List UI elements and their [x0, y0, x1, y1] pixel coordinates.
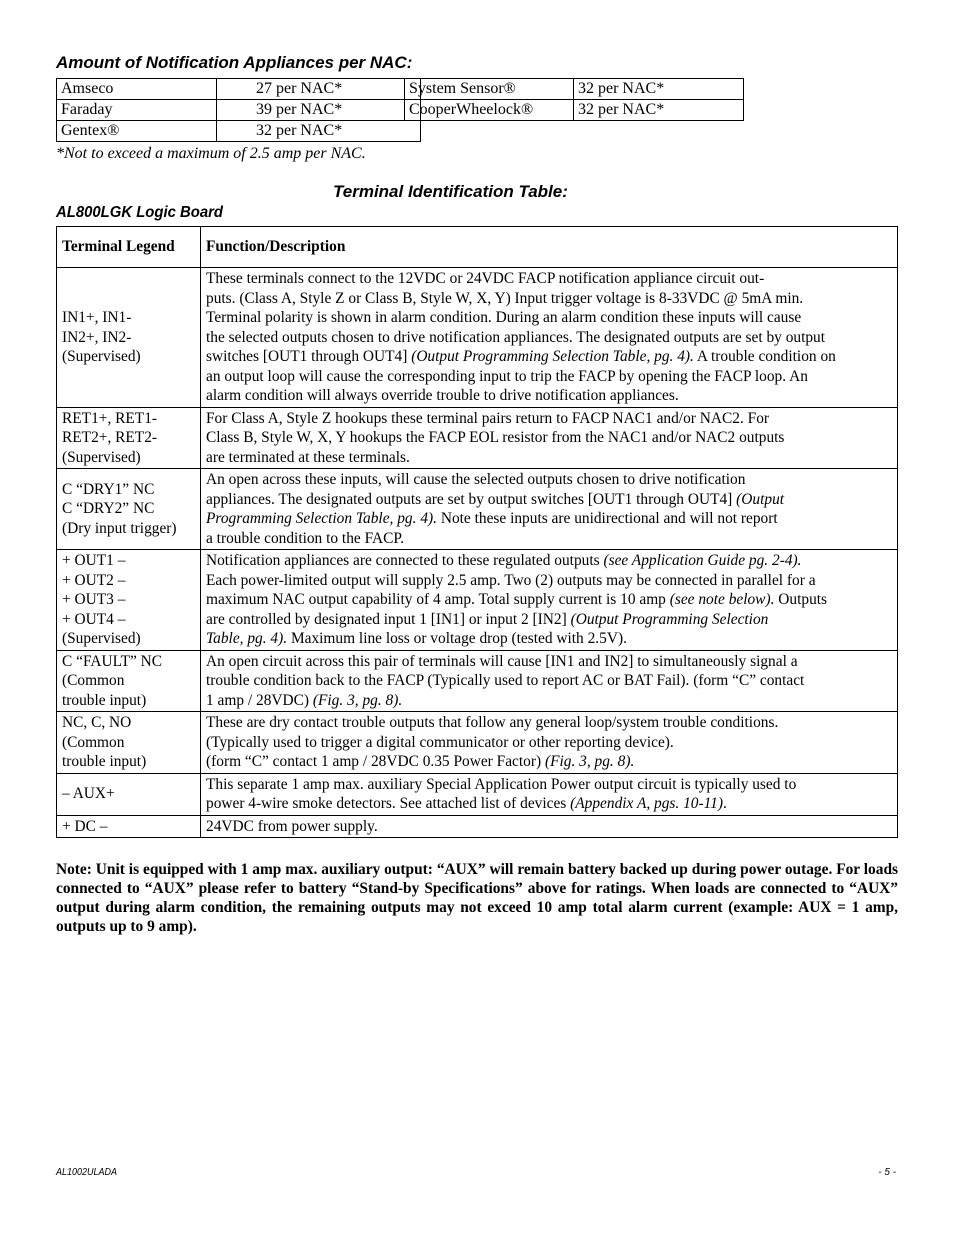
nac-table-left	[56, 78, 421, 142]
terminal-identification-table	[56, 226, 898, 838]
table-row	[57, 650, 898, 712]
per-nac-cell: 32 per NAC*	[217, 121, 421, 142]
document-id: AL1002ULADA	[56, 1167, 118, 1178]
nac-table-right	[404, 78, 744, 121]
terminal-legend-cell: C “FAULT” NC (Common trouble input)	[57, 650, 201, 712]
manufacturer-cell: Faraday	[57, 100, 217, 121]
page-number: - 5 -	[878, 1167, 896, 1178]
table-row	[57, 79, 421, 100]
table-row	[57, 550, 898, 651]
table-row	[57, 469, 898, 550]
function-description-cell: An open circuit across this pair of terminals will cause [IN1 and IN2] to simultaneously signal a trouble condition back to the FACP (Typically used to report AC or BAT Fail). (form “C” contact 1 amp / 28VDC) (Fig. 3, pg. 8).	[201, 650, 898, 712]
per-nac-cell: 27 per NAC*	[217, 79, 421, 100]
manufacturer-cell: System Sensor®	[405, 79, 574, 100]
function-description-cell: This separate 1 amp max. auxiliary Special Application Power output circuit is typically used to power 4-wire smoke detectors. See attached list of devices (Appendix A, pgs. 10-11).	[201, 773, 898, 815]
per-nac-cell: 32 per NAC*	[574, 79, 744, 100]
nac-section-title: Amount of Notification Appliances per NAC:	[56, 53, 413, 72]
table-row	[405, 100, 744, 121]
terminal-legend-cell: C “DRY1” NC C “DRY2” NC (Dry input trigger)	[57, 469, 201, 550]
table-row	[57, 815, 898, 838]
header-function-description: Function/Description	[201, 227, 898, 268]
function-description-cell: 24VDC from power supply.	[201, 815, 898, 838]
table-row	[57, 773, 898, 815]
aux-note: Note: Unit is equipped with 1 amp max. auxiliary output: “AUX” will remain battery backed up during power outage. For loads connected to “AUX” please refer to battery “Stand-by Specifications” above for ratings. When loads are connected to “AUX” output during alarm condition, the remaining outputs may not exceed 10 amp total alarm current (example: AUX = 1 amp, outputs up to 9 amp).	[56, 861, 898, 935]
manufacturer-cell: CooperWheelock®	[405, 100, 574, 121]
terminal-legend-cell: + DC –	[57, 815, 201, 838]
table-row	[57, 100, 421, 121]
board-title: AL800LGK Logic Board	[56, 204, 224, 221]
nac-footnote: *Not to exceed a maximum of 2.5 amp per NAC.	[56, 145, 366, 162]
per-nac-cell: 39 per NAC*	[217, 100, 421, 121]
terminal-table-title: Terminal Identification Table:	[333, 182, 568, 201]
table-row	[57, 407, 898, 469]
manufacturer-cell: Gentex®	[57, 121, 217, 142]
function-description-cell: These are dry contact trouble outputs that follow any general loop/system trouble conditions. (Typically used to trigger a digital communicator or other reporting device). (form “C” contact 1 amp / 28VDC 0.35 Power Factor) (Fig. 3, pg. 8).	[201, 712, 898, 774]
per-nac-cell: 32 per NAC*	[574, 100, 744, 121]
terminal-legend-cell: RET1+, RET1- RET2+, RET2- (Supervised)	[57, 407, 201, 469]
header-terminal-legend: Terminal Legend	[57, 227, 201, 268]
table-header-row	[57, 227, 898, 268]
function-description-cell: These terminals connect to the 12VDC or 24VDC FACP notification appliance circuit out- puts. (Class A, Style Z or Class B, Style W, X, Y) Input trigger voltage is 8-33VDC @ 5mA min. Terminal polarity is shown in alarm condition. During an alarm condition these inputs will cause the selected outputs chosen to drive notification appliances. The designated outputs are set by output switches [OUT1 through OUT4] (Output Programming Selection Table, pg. 4). A trouble condition on an output loop will cause the corresponding input to trip the FACP by opening the FACP loop. An alarm condition will always override trouble to drive notification appliances.	[201, 268, 898, 408]
table-row	[405, 79, 744, 100]
table-row	[57, 268, 898, 408]
function-description-cell: An open across these inputs, will cause the selected outputs chosen to drive notification appliances. The designated outputs are set by output switches [OUT1 through OUT4] (Output Programming Selection Table, pg. 4). Note these inputs are unidirectional and will not report a trouble condition to the FACP.	[201, 469, 898, 550]
table-row	[57, 121, 421, 142]
terminal-legend-cell: NC, C, NO (Common trouble input)	[57, 712, 201, 774]
table-row	[57, 712, 898, 774]
function-description-cell: Notification appliances are connected to these regulated outputs (see Application Guide pg. 2-4). Each power-limited output will supply 2.5 amp. Two (2) outputs may be connected in parallel for a maximum NAC output capability of 4 amp. Total supply current is 10 amp (see note below). Outputs are controlled by designated input 1 [IN1] or input 2 [IN2] (Output Programming Selection Table, pg. 4). Maximum line loss or voltage drop (tested with 2.5V).	[201, 550, 898, 651]
terminal-legend-cell: IN1+, IN1- IN2+, IN2- (Supervised)	[57, 268, 201, 408]
terminal-legend-cell: – AUX+	[57, 773, 201, 815]
function-description-cell: For Class A, Style Z hookups these terminal pairs return to FACP NAC1 and/or NAC2. For Class B, Style W, X, Y hookups the FACP EOL resistor from the NAC1 and/or NAC2 outputs are terminated at these terminals.	[201, 407, 898, 469]
terminal-legend-cell: + OUT1 – + OUT2 – + OUT3 – + OUT4 – (Supervised)	[57, 550, 201, 651]
manufacturer-cell: Amseco	[57, 79, 217, 100]
